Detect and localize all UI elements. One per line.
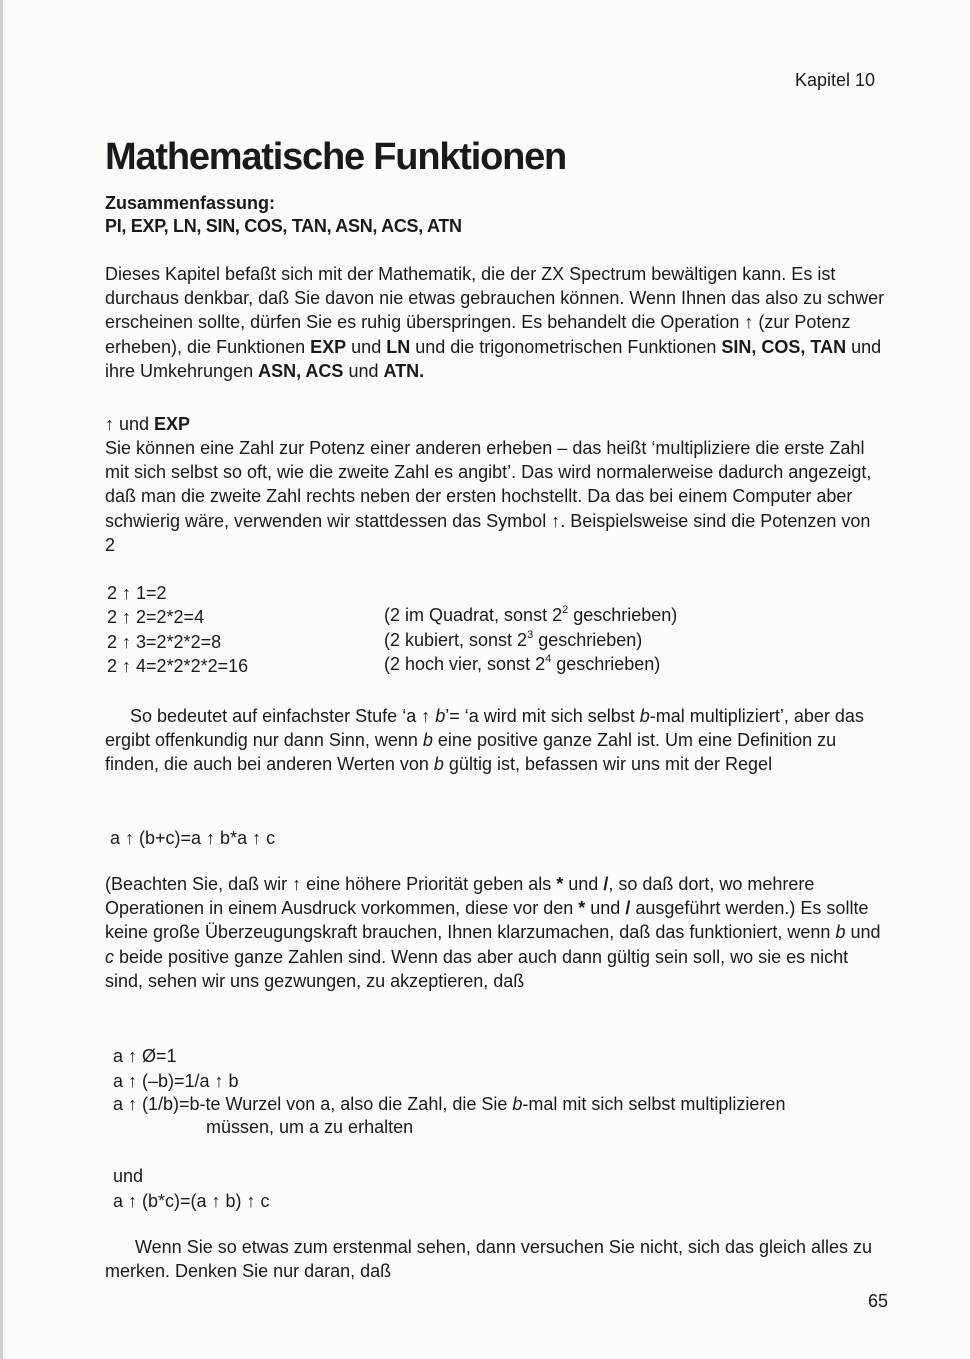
power-note: (2 kubiert, sonst $2^3$ geschrieben) — [384, 629, 643, 650]
equation: a ↑ Ø=1 — [113, 1046, 177, 1066]
equation-continuation: müssen, um a zu erhalten — [206, 1117, 414, 1137]
rule-equation: a ↑ (b+c)=a ↑ b*a ↑ c — [110, 828, 276, 848]
power-note: (2 im Quadrat, sonst $2^2$ geschrieben) — [384, 604, 678, 625]
page-number: 65 — [868, 1291, 889, 1311]
paragraph-definition: So bedeutet auf einfachster Stufe ‘a ↑ b’= ‘a wird mit sich selbst b-mal multipliziert’, aber das ergibt offenkundig nur dann Sinn, wenn b eine positive ganze Zahl ist. Um eine Definition zu finden, die auch bei anderen Werten von b gültig ist, befassen wir uns mit der Regel — [105, 706, 864, 775]
summary-list: PI, EXP, LN, SIN, COS, TAN, ASN, ACS, ATN — [105, 216, 462, 236]
power-expression: 2 ↑ 1=2 — [107, 583, 167, 603]
section-heading: ↑ und EXP — [105, 414, 191, 434]
power-expression: 2 ↑ 4=2*2*2*2=16 — [107, 656, 249, 676]
page-title: Mathematische Funktionen — [105, 136, 567, 178]
power-note: (2 hoch vier, sonst $2^4$ geschrieben) — [384, 653, 661, 674]
und-text: und — [113, 1166, 144, 1186]
section-body: Sie können eine Zahl zur Potenz einer anderen erheben – das heißt ‘multipliziere die erste Zahl mit sich selbst so oft, wie die zweite Zahl es angibt’. Das wird normalerweise dadurch angezeigt, daß man die zweite Zahl rechts neben der ersten hochstellt. Da das bei einem Computer aber schwierig wäre, verwenden wir stattdessen das Symbol ↑. Beispielsweise sind die Potenzen von 2 — [105, 438, 872, 555]
equation: a ↑ (–b)=1/a ↑ b — [113, 1071, 239, 1091]
chapter-header: Kapitel 10 — [795, 70, 876, 90]
power-expression: 2 ↑ 2=2*2=4 — [107, 607, 205, 627]
page-edge — [0, 0, 3, 1359]
paragraph-closing: Wenn Sie so etwas zum erstenmal sehen, dann versuchen Sie nicht, sich das gleich alles zu merken. Denken Sie nur daran, daß — [105, 1237, 873, 1282]
power-expression: 2 ↑ 3=2*2*2=8 — [107, 632, 222, 652]
equation: a ↑ (b*c)=(a ↑ b) ↑ c — [113, 1191, 270, 1211]
paragraph-priority: (Beachten Sie, daß wir ↑ eine höhere Priorität geben als * und /, so daß dort, wo mehrere Operationen in einem Ausdruck vorkommen, diese vor den * und / ausgeführt werden.) Es sollte keine große Überzeugungskraft brauchen, Ihnen klarzumachen, daß das funktioniert, wenn b und c beide positive ganze Zahlen sind. Wenn das aber auch dann gültig sein soll, wo sie es nicht sind, sehen wir uns gezwungen, zu akzeptieren, daß — [105, 874, 881, 991]
equation: a ↑ (1/b)=b-te Wurzel von a, also die Zahl, die Sie b-mal mit sich selbst multiplizieren — [113, 1094, 786, 1114]
intro-paragraph: Dieses Kapitel befaßt sich mit der Mathematik, die der ZX Spectrum bewältigen kann. Es ist durchaus denkbar, daß Sie davon nie etwas gebrauchen können. Wenn Ihnen das also zu schwer erscheinen sollte, dürfen Sie es ruhig überspringen. Es behandelt die Operation ↑ (zur Potenz erheben), die Funktionen EXP und LN und die trigonometrischen Funktionen SIN, COS, TAN und ihre Umkehrungen ASN, ACS und ATN. — [105, 264, 885, 381]
summary-label: Zusammenfassung: — [105, 193, 276, 213]
